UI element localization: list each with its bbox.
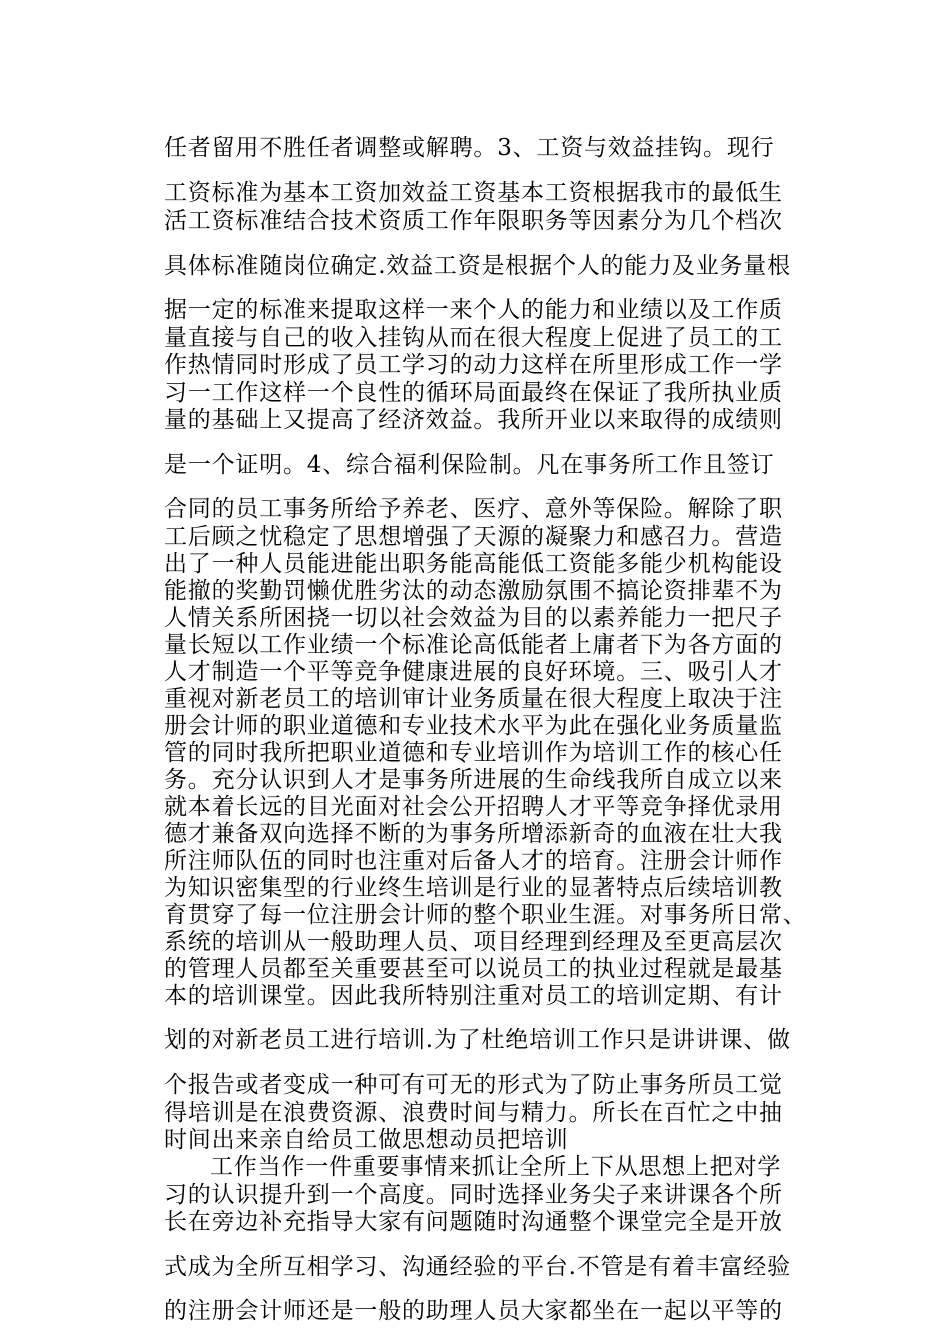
text-line: 人才制造一个平等竞争健康进展的良好环境。三、吸引人才: [164, 659, 783, 685]
text-line: 册会计师的职业道德和专业技术水平为此在强化业务质量监: [164, 713, 783, 739]
text-line: 作热情同时形成了员工学习的动力这样在所里形成工作一学: [164, 352, 783, 378]
text-line: 系统的培训从一般助理人员、项目经理到经理及至更高层次: [164, 929, 783, 955]
text-line: 活工资标准结合技术资质工作年限职务等因素分为几个档次: [164, 208, 783, 234]
text-line: 得培训是在浪费资源、浪费时间与精力。所长在百忙之中抽: [164, 1100, 783, 1126]
text-line: 人情关系所困挠一切以社会效益为目的以素养能力一把尺子: [164, 605, 783, 631]
text-line: 任者留用不胜任者调整或解聘。3、工资与效益挂钩。现行: [164, 135, 775, 161]
text-line: 重视对新老员工的培训审计业务质量在很大程度上取决于注: [164, 686, 783, 712]
text-line: 工后顾之忧稳定了思想增强了天源的凝聚力和感召力。营造: [164, 524, 783, 550]
text-line: 习的认识提升到一个高度。同时选择业务尖子来讲课各个所: [164, 1182, 783, 1208]
text-line: 育贯穿了每一位注册会计师的整个职业生涯。对事务所日常、: [164, 902, 807, 928]
text-line: 务。充分认识到人才是事务所进展的生命线我所自成立以来: [164, 767, 783, 793]
text-line: 合同的员工事务所给予养老、医疗、意外等保险。解除了职: [164, 496, 783, 522]
text-line: 本的培训课堂。因此我所特别注重对员工的培训定期、有计: [164, 983, 783, 1009]
text-line: 个报告或者变成一种可有可无的形式为了防止事务所员工觉: [164, 1072, 783, 1098]
text-line: 就本着长远的目光面对社会公开招聘人才平等竞争择优录用: [164, 794, 783, 820]
text-line: 具体标准随岗位确定.效益工资是根据个人的能力及业务量根: [164, 253, 791, 279]
text-line: 量的基础上又提高了经济效益。我所开业以来取得的成绩则: [164, 407, 783, 433]
text-line: 长在旁边补充指导大家有问题随时沟通整个课堂完全是开放: [164, 1209, 783, 1235]
text-line: 为知识密集型的行业终生培训是行业的显著特点后续培训教: [164, 875, 783, 901]
text-line: 管的同时我所把职业道德和专业培训作为培训工作的核心任: [164, 740, 783, 766]
text-line: 能撤的奖勤罚懒优胜劣汰的动态激励氛围不搞论资排辈不为: [164, 578, 783, 604]
paragraph-start-line: 工作当作一件重要事情来抓让全所上下从思想上把对学: [210, 1154, 782, 1180]
text-line: 是一个证明。4、综合福利保险制。凡在事务所工作且签订: [164, 452, 775, 478]
text-line: 量长短以工作业绩一个标准论高低能者上庸者下为各方面的: [164, 632, 783, 658]
text-line: 划的对新老员工进行培训.为了杜绝培训工作只是讲讲课、做: [164, 1027, 791, 1053]
text-line: 的管理人员都至关重要甚至可以说员工的执业过程就是最基: [164, 956, 783, 982]
text-line: 时间出来亲自给员工做思想动员把培训: [164, 1127, 569, 1153]
text-line: 所注师队伍的同时也注重对后备人才的培育。注册会计师作: [164, 848, 783, 874]
text-line: 的注册会计师还是一般的助理人员大家都坐在一起以平等的: [164, 1298, 783, 1324]
text-line: 式成为全所互相学习、沟通经验的平台.不管是有着丰富经验: [164, 1254, 791, 1280]
text-line: 工资标准为基本工资加效益工资基本工资根据我市的最低生: [164, 180, 783, 206]
text-line: 出了一种人员能进能出职务能高能低工资能多能少机构能设: [164, 551, 783, 577]
text-line: 习一工作这样一个良性的循环局面最终在保证了我所执业质: [164, 380, 783, 406]
text-line: 德才兼备双向选择不断的为事务所增添新奇的血液在壮大我: [164, 821, 783, 847]
text-line: 量直接与自己的收入挂钩从而在很大程度上促进了员工的工: [164, 325, 783, 351]
text-line: 据一定的标准来提取这样一来个人的能力和业绩以及工作质: [164, 297, 783, 323]
